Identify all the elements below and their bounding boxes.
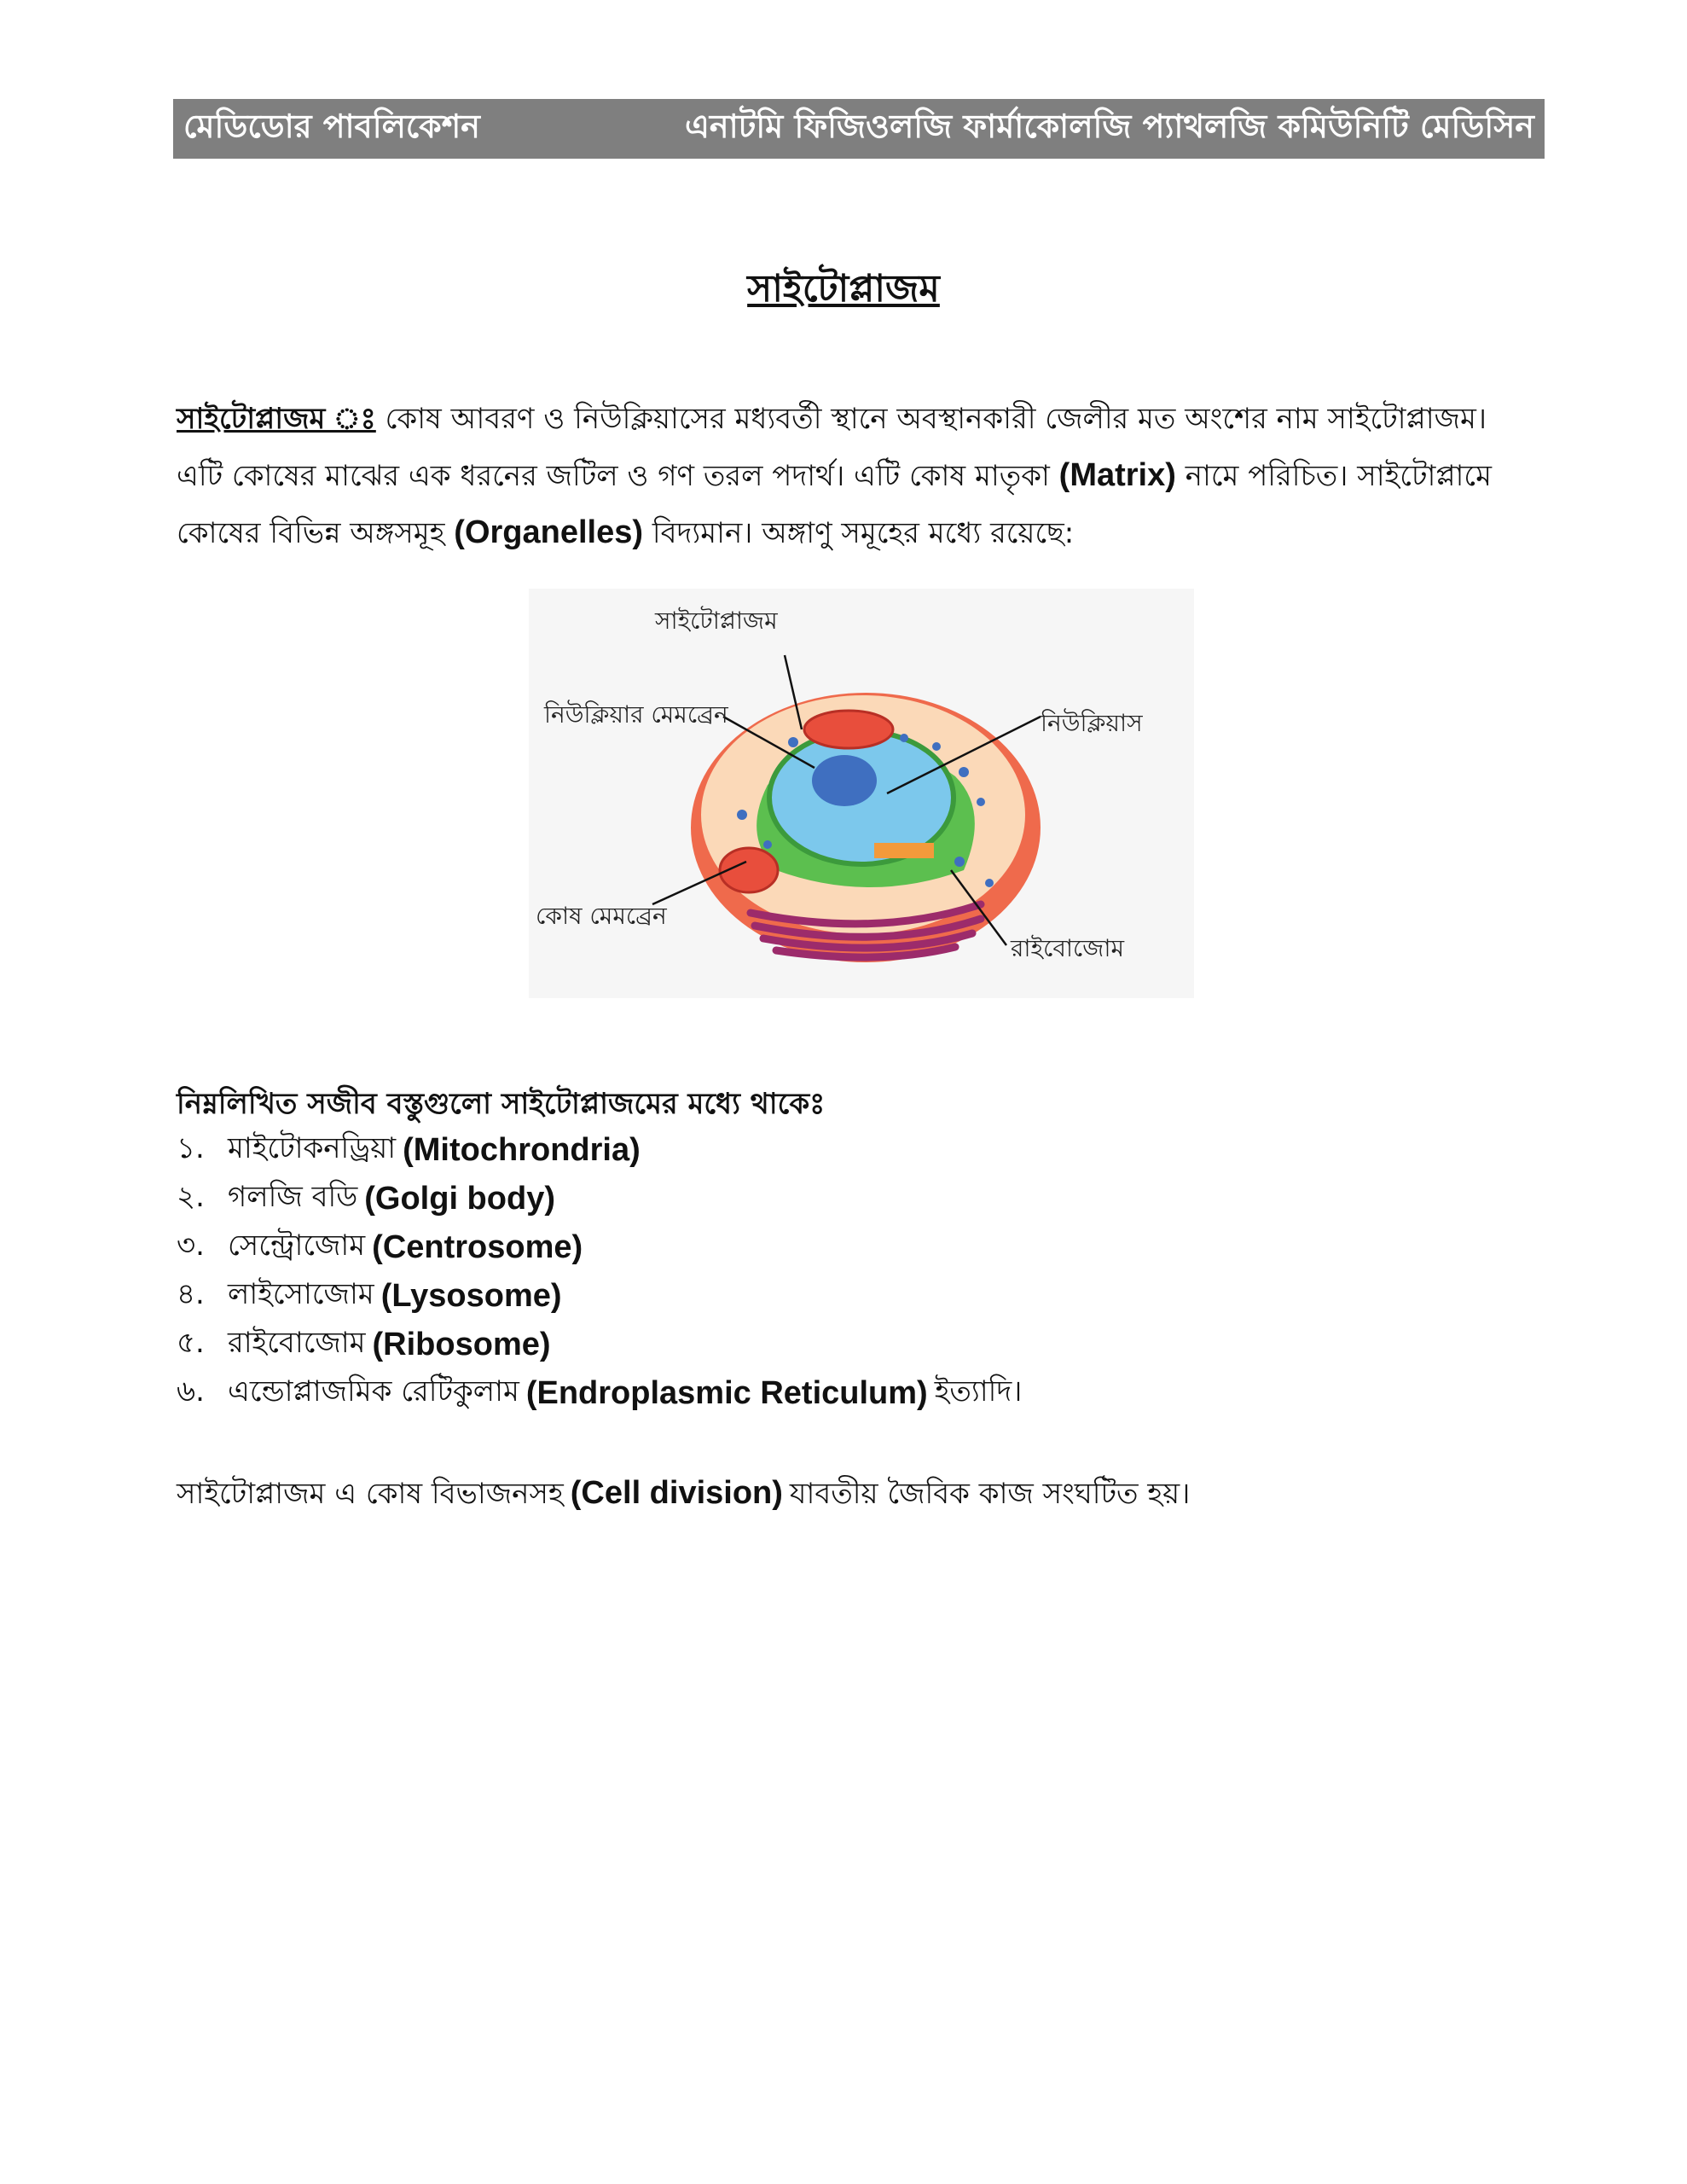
item-en: (Centrosome) xyxy=(372,1229,583,1265)
item-bn: এন্ডোপ্লাজমিক রেটিকুলাম xyxy=(228,1374,519,1409)
item-number: ১. xyxy=(177,1131,205,1165)
publisher-name: মেডিডোর পাবলিকেশন xyxy=(183,107,480,145)
list-item xyxy=(177,1126,1022,1175)
item-bn: রাইবোজোম xyxy=(228,1326,366,1360)
item-number: ৬. xyxy=(177,1374,205,1409)
intro-text-1: কোষ আবরণ ও নিউক্লিয়াসের মধ্যবর্তী স্থানে অবস্থানকারী জেলীর মত অংশের নাম সাইটোপ্লাজম। এটি কোষের মাঝের এক ধরনের জটিল ও গণ তরল পদার্থ। এটি কোষ মাতৃকা xyxy=(177,402,1487,493)
closing-pre: সাইটোপ্লাজম এ কোষ বিভাজনসহ xyxy=(177,1477,564,1511)
label-ribosome: রাইবোজোম xyxy=(1011,934,1125,962)
intro-text-3: বিদ্যমান। অঙ্গাণু সমূহের মধ্যে রয়েছে: xyxy=(643,516,1075,550)
item-number: ৪. xyxy=(177,1277,205,1311)
intro-lead: সাইটোপ্লাজম ঃ xyxy=(177,402,376,436)
item-number: ৫. xyxy=(177,1326,205,1360)
closing-sentence xyxy=(177,1472,1190,1520)
list-heading: নিম্নলিখিত সজীব বস্তুগুলো সাইটোপ্লাজমের মধ্যে থাকেঃ xyxy=(177,1087,826,1121)
label-cell-membrane: কোষ মেমব্রেন xyxy=(536,902,667,930)
item-en: (Ribosome) xyxy=(372,1327,551,1362)
item-en: (Endroplasmic Reticulum) xyxy=(525,1375,928,1411)
closing-post: যাবতীয় জৈবিক কাজ সংঘটিত হয়। xyxy=(789,1477,1191,1511)
term-matrix: (Matrix) xyxy=(1058,457,1176,493)
item-number: ৩. xyxy=(177,1228,205,1263)
item-en: (Lysosome) xyxy=(380,1278,562,1314)
page-title: সাইটোপ্লাজম xyxy=(747,267,940,311)
organelle-list xyxy=(177,1126,1022,1418)
list-item xyxy=(177,1175,1022,1223)
nucleolus-shape xyxy=(812,755,877,806)
term-organelles: (Organelles) xyxy=(454,514,644,550)
item-bn: লাইসোজোম xyxy=(228,1277,374,1311)
label-cytoplasm: সাইটোপ্লাজম xyxy=(655,607,778,635)
centrosome-shape xyxy=(874,843,934,858)
item-en: (Mitochrondria) xyxy=(403,1132,641,1168)
mitochondrion-shape xyxy=(804,711,893,748)
list-item xyxy=(177,1369,1022,1418)
list-item xyxy=(177,1223,1022,1272)
term-cell-division: (Cell division) xyxy=(570,1475,783,1511)
item-bn: মাইটোকনড্রিয়া xyxy=(228,1131,397,1165)
intro-paragraph xyxy=(177,391,1541,561)
item-number: ২. xyxy=(177,1180,205,1214)
item-en: (Golgi body) xyxy=(364,1181,555,1217)
item-suffix: ইত্যাদি। xyxy=(934,1374,1023,1409)
header-bar xyxy=(173,99,1545,159)
list-item xyxy=(177,1272,1022,1321)
list-item xyxy=(177,1321,1022,1369)
intro-text-2: নামে পরিচিত। সাইটোপ্লামে কোষের বিভিন্ন অঙ্গসমূহ xyxy=(177,459,1492,550)
label-nuclear-membrane: নিউক্লিয়ার মেমব্রেন xyxy=(544,700,728,729)
label-nucleus: নিউক্লিয়াস xyxy=(1041,709,1143,737)
subject-list: এনাটমি ফিজিওলজি ফার্মাকোলজি প্যাথলজি কমিউনিটি মেডিসিন xyxy=(685,107,1534,145)
item-bn: সেন্ট্রোজোম xyxy=(228,1228,366,1263)
item-bn: গলজি বডি xyxy=(228,1180,358,1214)
cell-diagram xyxy=(529,589,1194,998)
